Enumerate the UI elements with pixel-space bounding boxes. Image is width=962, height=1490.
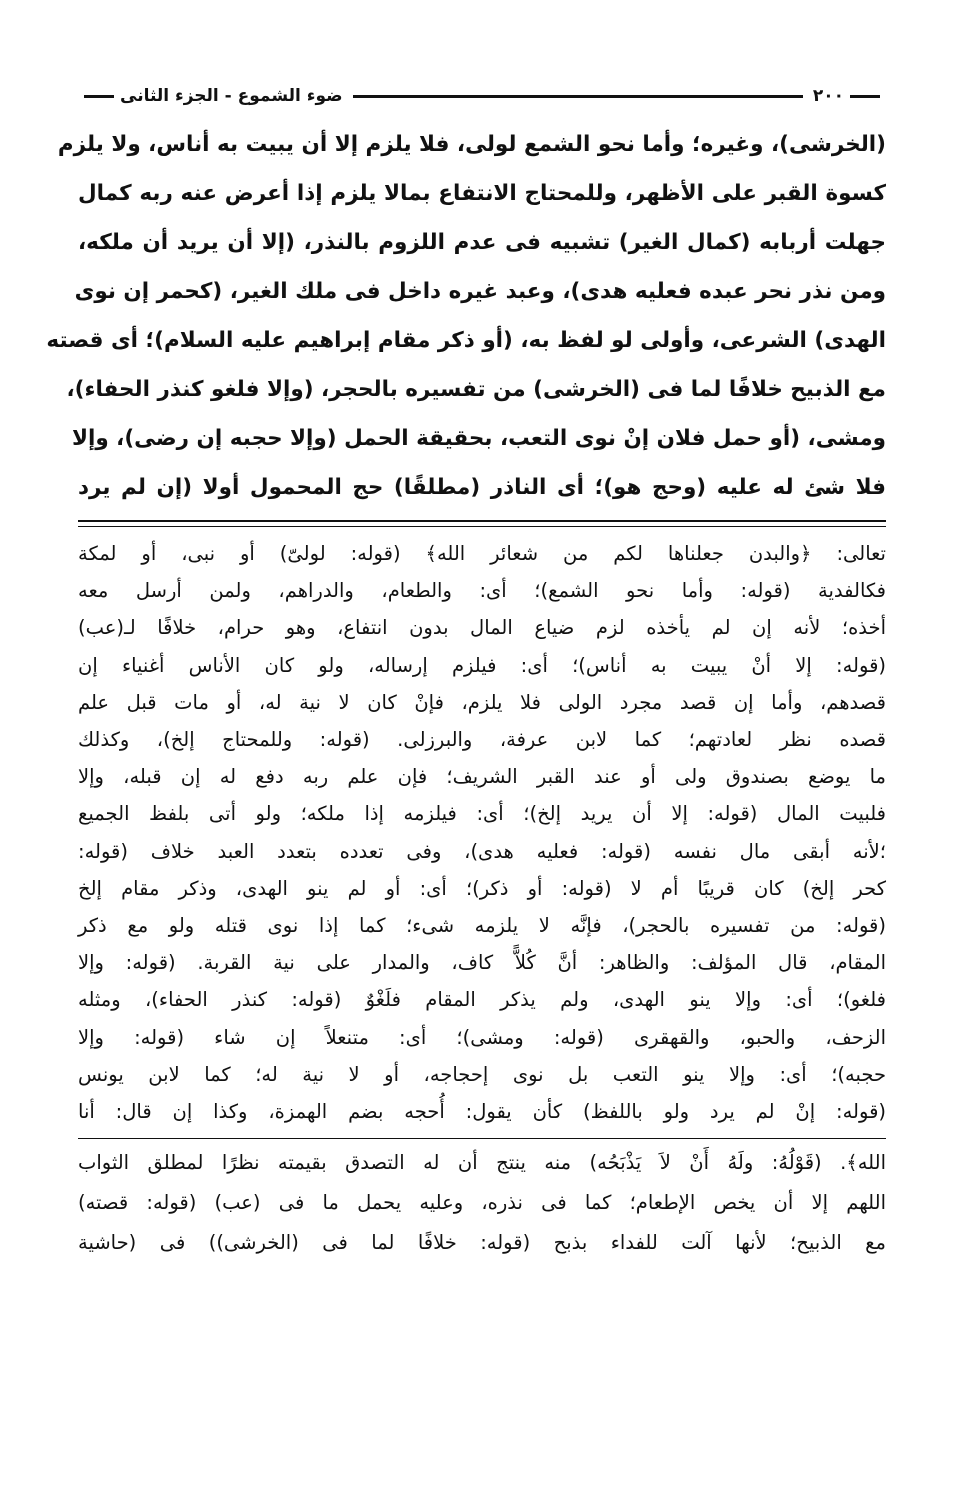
page-header	[78, 78, 886, 114]
main-text-line: الهدى) الشرعى، وأولى لو لفظ به، (أو ذكر مقام إبراهيم عليه السلام)؛ أى قصته	[46, 328, 886, 353]
main-text-line: مع الذبيح خلافًا لما فى (الخرشى) من تفسيره بالحجر، (وإلا فلغو كنذر الحفاء)،	[66, 377, 886, 402]
commentary-line: (قوله: من تفسيره بالحجر)، فإنَّه لا يلزمه شىء؛ كما إذا نوى قتله ولو مع ذكر	[78, 914, 886, 938]
commentary-line: (قوله: إنْ لم يرد ولو باللفظ) كأن يقول: أُحجه بضم الهمزة، وكذا إن قال: أنا	[78, 1100, 886, 1124]
commentary-line: ؛لأنه أبقى مال نفسه (قوله: فعليه هدى)، وفى تعدده بتعدد العبد خلاف (قوله:	[78, 839, 886, 863]
book-title: ضوء الشموع - الجزء الثانى	[120, 86, 343, 106]
footnotes	[78, 1143, 886, 1263]
commentary-line: فلبيت المال (قوله: إلا أن يريد إلخ)؛ أى: فيلزمه إذا ملكه؛ ولو أتى بلفظ الجميع	[78, 802, 886, 826]
footnote-line: الله﴾. (قَوْلُهُ: ولَهُ أَنْ لاَ يَذْبَحُه) منه ينتج أن له التصدق بقيمته نظرًا لمطلق الثواب	[78, 1151, 886, 1175]
main-text	[46, 120, 886, 512]
commentary-line: ما يوضع بصندوق ولى أو عند القبر الشريف؛ فإن علم ربه دفع له إن قبله، وإلا	[78, 765, 886, 789]
main-text-line: كسوة القبر على الأظهر، وللمحتاج الانتفاع بمالا يلزم إذا أعرض عنه ربه كمال	[78, 181, 886, 206]
header-rule	[353, 95, 803, 98]
footnote-divider	[78, 1138, 886, 1139]
commentary-line: حجبه)؛ أى: وإلا ينو التعب بل نوى إحجاجه، أو لا نية له؛ كما لابن يونس	[78, 1062, 886, 1086]
header-dash	[84, 95, 114, 98]
commentary-line: فلغو)؛ أى: وإلا ينو الهدى، ولم يذكر المقام فلَغْوٌ (قوله: كنذر الحفاء)، ومثله	[78, 988, 886, 1012]
footnote-line: مع الذبيح؛ لأنها آلت للفداء بذبح (قوله: خلافًا لما فى (الخرشى)) فى (حاشية	[78, 1231, 886, 1255]
main-text-line: (الخرشى)، وغيره؛ وأما نحو الشمع لولى، فلا يلزم إلا أن يبيت به أناس، ولا يلزم	[57, 132, 886, 157]
commentary-line: قصدهم، وأما إن قصد مجرد الولى فلا يلزم، فإنْ كان لا نية له، أو مات قبل علم	[78, 690, 886, 714]
commentary-line: فكالفدية (قوله: وأما نحو الشمع)؛ أى: والطعام، والدراهم، ولمن أرسل معه	[78, 579, 886, 603]
commentary-line: تعالى: ﴿والبدن جعلناها لكم من شعائر الله﴾ (قوله: لولىّ) أو نبى، أو لمكة	[78, 542, 886, 565]
main-text-line: جهلت أربابه (كمال الغير) تشبيه فى عدم اللزوم بالنذر، (إلا أن يريد أن ملكه،	[78, 230, 886, 255]
page	[46, 78, 886, 1428]
commentary-line: قصده نظر لعادتهم؛ كما لابن عرفة، والبرزلى. (قوله: وللمحتاج إلخ)، وكذلك	[78, 728, 886, 752]
commentary-line: (قوله: إلا أنْ يبيت به أناس)؛ أى: فيلزم إرساله، ولو كان الأناس أغنياء إن	[78, 653, 886, 677]
commentary	[78, 535, 886, 1130]
main-text-line: ومشى، (أو حمل فلان إنْ نوى التعب، بحقيقة الحمل (وإلا حجبه إن رضى)، وإلا	[71, 426, 886, 451]
header-dash	[850, 95, 880, 98]
main-text-line: ومن نذر نحر عبده فعليه هدى)، وعبد غيره داخل فى ملك الغير، (كحمر إن نوى	[74, 279, 886, 304]
commentary-line: الزحف، والحبو، والقهقرى (قوله: ومشى)؛ أى: متنعلاً إن شاء (قوله: وإلا	[78, 1025, 886, 1049]
footnote-line: اللهم إلا أن يخص الإطعام؛ كما فى نذره، وعليه يحمل ما فى (عب) (قوله: قصته)	[78, 1191, 886, 1215]
commentary-line: كحر إلخ) كان قريبًا أم لا (قوله: أو ذكر)؛ أى: أو لم ينو الهدى، وذكر مقام إلخ	[78, 876, 886, 900]
section-divider	[78, 520, 886, 527]
page-number: ٢٠٠	[812, 86, 844, 106]
commentary-line: المقام، قال المؤلف: والظاهر: أنَّ كُلاًّ كاف، والمدار على نية القربة. (قوله: وإلا	[78, 951, 886, 975]
main-text-line: فلا شئ له عليه (وحج هو)؛ أى الناذر (مطلقًا) حج المحمول أولا (إن لم يرد	[78, 475, 886, 500]
commentary-line: أخذه؛ لأنه إن لم يأخذه لزم ضياع المال بدون انتفاع، وهو حرام، خلافًا لـ(عب)	[78, 616, 886, 640]
